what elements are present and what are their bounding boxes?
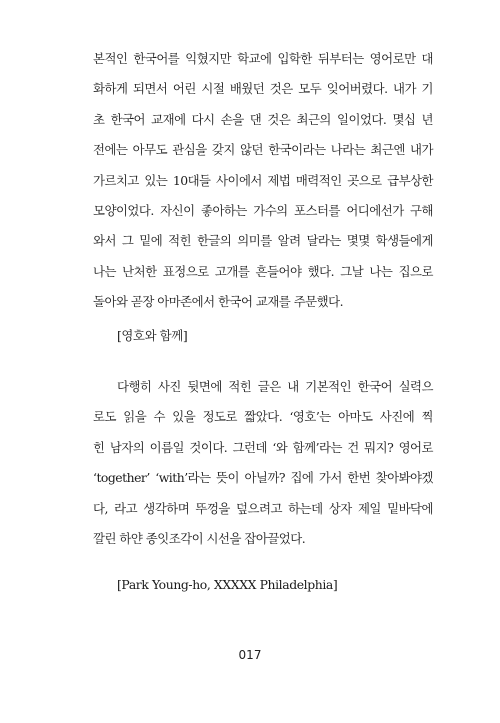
text-line: 초 한국어 교재에 다시 손을 댄 것은 최근의 일이었다. 몇십 년 [93, 111, 433, 127]
text-line: 돌아와 곧장 아마존에서 한국어 교재를 주문했다. [93, 294, 344, 310]
text-line: 와서 그 밑에 적힌 한글의 의미를 알려 달라는 몇몇 학생들에게 [93, 233, 433, 249]
text-line: 모양이었다. 자신이 좋아하는 가수의 포스터를 어디에선가 구해 [93, 202, 433, 218]
text-line: 전에는 아무도 관심을 갖지 않던 한국이라는 나라는 최근엔 내가 [93, 142, 433, 158]
text-line: 다, 라고 생각하며 뚜껑을 덮으려고 하는데 상자 제일 밑바닥에 [93, 500, 433, 516]
text-line: 다행히 사진 뒷면에 적힌 글은 내 기본적인 한국어 실력으 [117, 379, 433, 394]
text-line: 나는 난처한 표정으로 고개를 흔들어야 했다. 그날 나는 집으로 [93, 263, 433, 279]
text-line: 화하게 되면서 어린 시절 배웠던 것은 모두 잊어버렸다. 내가 기 [93, 81, 433, 97]
paragraph [93, 44, 433, 318]
note-caption-heading: [Park Young-ho, XXXXX Philadelphia] [117, 577, 338, 592]
paragraph [93, 372, 433, 554]
text-line: 깔린 하얀 종잇조각이 시선을 잡아끌었다. [93, 530, 306, 546]
text-line: 힌 남자의 이름일 것이다. 그런데 ‘와 함께’라는 건 뭐지? 영어로 [93, 439, 433, 455]
photo-caption-heading: [영호와 함께] [117, 328, 188, 343]
text-line: 본적인 한국어를 익혔지만 학교에 입학한 뒤부터는 영어로만 대 [93, 51, 433, 66]
text-line: 로도 읽을 수 있을 정도로 짧았다. ‘영호’는 아마도 사진에 찍 [93, 409, 433, 425]
text-line: 가르치고 있는 10대들 사이에서 제법 매력적인 곳으로 급부상한 [93, 172, 433, 188]
page-number: 017 [238, 648, 262, 662]
text-line: ‘together’ ‘with’라는 뜻이 아닐까? 집에 가서 한번 찾아봐야겠 [93, 470, 433, 486]
